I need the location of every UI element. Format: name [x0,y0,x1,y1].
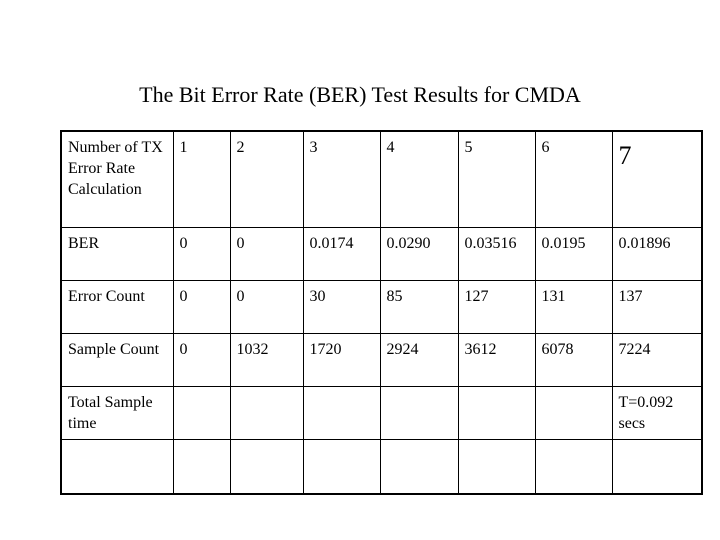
table-row-ber [61,227,702,280]
table-cell: 85 [380,280,458,333]
table-cell: 3612 [458,333,535,386]
table-row-tx-number [61,131,702,227]
table-cell: 137 [612,280,702,333]
table-cell: 1720 [303,333,380,386]
table-row-error-count [61,280,702,333]
row-label: Sample Count [61,333,173,386]
title-text: The Bit Error Rate (BER) Test Results for CMDA [139,82,581,107]
table-cell: 131 [535,280,612,333]
table-cell [612,439,702,494]
row-label: BER [61,227,173,280]
table-cell: 4 [380,131,458,227]
table-cell: 3 [303,131,380,227]
table-cell: 1032 [230,333,303,386]
table-cell: 2 [230,131,303,227]
table-cell: 0 [230,227,303,280]
table-cell: 7224 [612,333,702,386]
table-cell: 0.0174 [303,227,380,280]
row-label [61,439,173,494]
table-cell [230,386,303,439]
table-cell [173,439,230,494]
table-cell [458,439,535,494]
table-cell: 0 [173,227,230,280]
page-title [0,82,720,108]
table-cell [458,386,535,439]
table-cell: 0 [173,333,230,386]
table-cell: 0.0195 [535,227,612,280]
table-cell [535,439,612,494]
table-cell: 0 [173,280,230,333]
table-cell [380,386,458,439]
table-cell [380,439,458,494]
table-cell: 127 [458,280,535,333]
table-cell: 0.03516 [458,227,535,280]
table-cell [173,386,230,439]
table-cell-value: 7 [618,141,632,170]
row-label: Total Sample time [61,386,173,439]
table-cell [230,439,303,494]
table-cell: 30 [303,280,380,333]
table-cell: 6078 [535,333,612,386]
table-cell [303,439,380,494]
table-cell: 1 [173,131,230,227]
table-row-sample-count [61,333,702,386]
table-cell: 2924 [380,333,458,386]
table-cell: 6 [535,131,612,227]
row-label: Error Count [61,280,173,333]
table-cell: 5 [458,131,535,227]
table-row-empty [61,439,702,494]
row-label: Number of TX Error Rate Calculation [61,131,173,227]
table-cell: T=0.092 secs [612,386,702,439]
table-cell: 0.0290 [380,227,458,280]
table-cell: 0 [230,280,303,333]
table-cell [535,386,612,439]
results-table [60,130,703,495]
table-cell: 0.01896 [612,227,702,280]
table-cell [303,386,380,439]
table-cell [612,131,702,227]
table-row-total-sample-time [61,386,702,439]
